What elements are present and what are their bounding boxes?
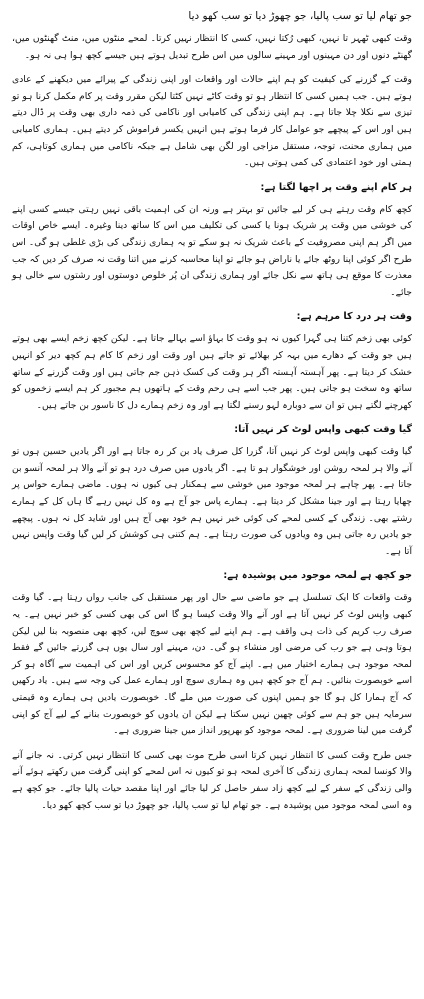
section-body-4: وقت واقعات کا ایک تسلسل ہے جو ماضی سے حال اور پھر مستقبل کی جانب رواں رہتا ہے۔ گیا وقت کبھی واپس لوٹ کر نہیں آتا ہے اور آنے والا وقت کیسا ہو گا اس کی بھی کسی کو خبر نہیں ہے۔ یہ صرف رب کریم کی ذات ہی واقف ہے۔ ہم اپنے لیے کچھ بھی سوچ لیں، کچھ بھی منصوبہ بنا لیں لیکن ہوتا وہی ہے جو رب کی مرضی اور منشاء ہو گی۔ دن، مہینے اور سال یوں ہی گزرتے جائیں گے فقط لمحہ موجود ہی ہمارے اختیار میں ہے۔ اپنے آج کو محسوس کریں اور اس کی اہمیت سے آگاہ ہو کر اسے خوبصورت بنائیں۔ ہم آج جو کچھ ہیں وہ ہماری سوچ اور ہمارے عمل کی وجہ سے ہیں۔ یاد رکھیں کہ آج ہمارا کل ہو گا جو ہمیں اپنوں کی صورت میں ملے گا۔ خوبصورت یادیں ہی ہمارے وہ قیمتی سرمایہ ہیں جو ہم سے کوئی چھین نہیں سکتا ہے لیکن ان یادوں کو خوبصورت بنانے کے لیے آج کو اپنی گرفت میں لینا ضروری ہے۔ لمحہ موجود کو بھرپور انداز میں جینا ضروری ہے۔ (12, 592, 412, 737)
article-title: جو تھام لیا تو سب پالیا، جو چھوڑ دیا تو سب کھو دیا (188, 10, 412, 22)
section-heading-4: جو کچھ ہے لمحہ موجود میں پوشیدہ ہے: (223, 570, 412, 582)
section-heading-3: گیا وقت کبھی واپس لوٹ کر نہیں آتا: (234, 424, 412, 436)
section-body-3: گیا وقت کبھی واپس لوٹ کر نہیں آتا، گزرا کل صرف یاد بن کر رہ جاتا ہے اور اگر یادیں حسین ہوں تو آنے والا ہر لمحہ روشن اور خوشگوار ہو تا ہے۔ اگر یادوں میں صرف درد ہو تو آنے والا ہر لمحہ آنسو بن جاتا ہے۔ پھر چاہے ہر لمحہ موجود میں خوشی سے ہمکنار ہی کیوں نہ ہوں۔ ماضی ہمارے حواس پر چھایا رہتا ہے اور جینا مشکل کر دیتا ہے۔ ہمارے پاس جو آج ہے وہ کل نہیں رہے گا ہاں کل کے ہمارے رشتے بھی۔ زندگی کے کسی لمحے کی کوئی خبر نہیں ہم خود بھی آج ہیں اور شاید کل نہ ہوں۔ پیچھے جو یادیں رہ جاتی ہیں وہ ویادوں کی صورت رہتا ہے۔ ہم کتنی ہی کوشش کر لیں گیا وقت واپس نہیں آتا ہے۔ (12, 446, 412, 557)
section-body-1: کچھ کام وقت رہتے ہی کر لیے جائیں تو بہتر ہے ورنہ ان کی اہمیت باقی نہیں رہتی جیسے کسی اپنے کی خوشی میں وقت پر شریک ہونا یا کسی کی تکلیف میں اس کا ساتھ دینا وغیرہ۔ ایسے خاص اوقات میں اگر ہم اپنی مصروفیت کے باعث شریک نہ ہو سکے تو یہ ہماری زندگی کی بڑی غلطی ہو گی۔ اس طرح اگر کوئی اپنا روٹھ جائے یا ناراض ہو جائے تو اپنا محاسبہ کرنے میں اتنا وقت نہ صرف کر دیں کہ جب معذرت کا موقع ہی ہاتھ سے نکل جائے اور ہماری زندگی ان پُر خلوص دوستوں اور رشتوں سے خالی ہو جائے۔ (12, 203, 412, 298)
section-heading-2: وقت ہر درد کا مرہم ہے: (296, 311, 412, 323)
section-heading-1: ہر کام اپنے وقت پر اچھا لگتا ہے: (260, 181, 412, 193)
section-body-2: کوئی بھی زخم کتنا ہی گہرا کیوں نہ ہو وقت کا بہاؤ اسے بہالے جاتا ہے۔ لیکن کچھ زخم ایسے بھی ہوتے ہیں جو وقت کے دھارے میں بہہ کر بھلائے تو جاتے ہیں اور وقت اور زخم کا کام ہم کچھ دیر کو انہیں خشک کر دیتا ہے۔ پھر آہستہ آہستہ اگر ہر وقت کی کسک ذہن جم جاتی ہیں اور وقت گزرنے کے ساتھ ساتھ وہ سخت ہو جاتی ہیں۔ پھر جب اسے ہی رحم وقت کے ہاتھوں ہم مجبور کر ہم ایسے زخموں کو کھرچنے لگتے ہیں تو ان سے دوبارہ لہو رسنے لگتا ہے اور وہ زخم ہمارے دل کا ناسور بن جاتے ہیں۔ (12, 333, 412, 411)
closing-paragraph: جس طرح وقت کسی کا انتظار نہیں کرتا اسی طرح موت بھی کسی کا انتظار نہیں کرتی۔ نہ جانے آنے والا کونسا لمحہ ہماری زندگی کا آخری لمحہ ہو تو کیوں نہ اس لمحے کو اپنی گرفت میں رکھتے ہوئے آنے والی زندگی کے سفر کے لیے کچھ زاد سفر حاصل کر لیا جائے اور اپنا مقصد حیات پالیا جائے۔ جو کچھ ہے وہ اسی لمحہ موجود میں پوشیدہ ہے۔ جو تھام لیا تو سب پالیا، جو چھوڑ دیا تو سب کچھ کھو دیا۔ (12, 749, 412, 811)
intro-paragraph-1: وقت کبھی ٹھہر تا نہیں، کبھی رُکتا نہیں، کسی کا انتظار نہیں کرتا۔ لمحے منٹوں میں، منٹ گھنٹوں میں، گھنٹے دنوں اور دن مہینوں اور مہینے سالوں میں اس طرح تبدیل ہوتے ہیں جیسے کچھ ہوا ہی نہ ہو۔ (12, 33, 412, 61)
intro-paragraph-2: وقت کے گزرنے کی کیفیت کو ہم اپنے حالات اور واقعات اور اپنی زندگی کے پیرائے میں دیکھنے کے عادی ہوتے ہیں۔ جب ہمیں کسی کا انتظار ہو تو وقت کاٹے نہیں کٹتا لیکن مقرر وقت پر کام مکمل کرنا ہو تو تیزی سے نکلا چلا جاتا ہے۔ ہم اپنی زندگی کی کامیابی اور ناکامی کی ذمہ داری بھی وقت پر ڈال دیتے ہیں اور اس کے پیچھے جو عوامل کار فرما ہوتے ہیں انہیں یکسر فراموش کر دیتے ہیں۔ ہماری کامیابی میں ہماری محنت، توجہ، مستقل مزاجی اور لگن بھی شامل ہے جبکہ ناکامی میں ہماری کوتاہی، کم ہمتی اور خود اعتمادی کی کمی ہوتی ہیں۔ (12, 74, 412, 169)
